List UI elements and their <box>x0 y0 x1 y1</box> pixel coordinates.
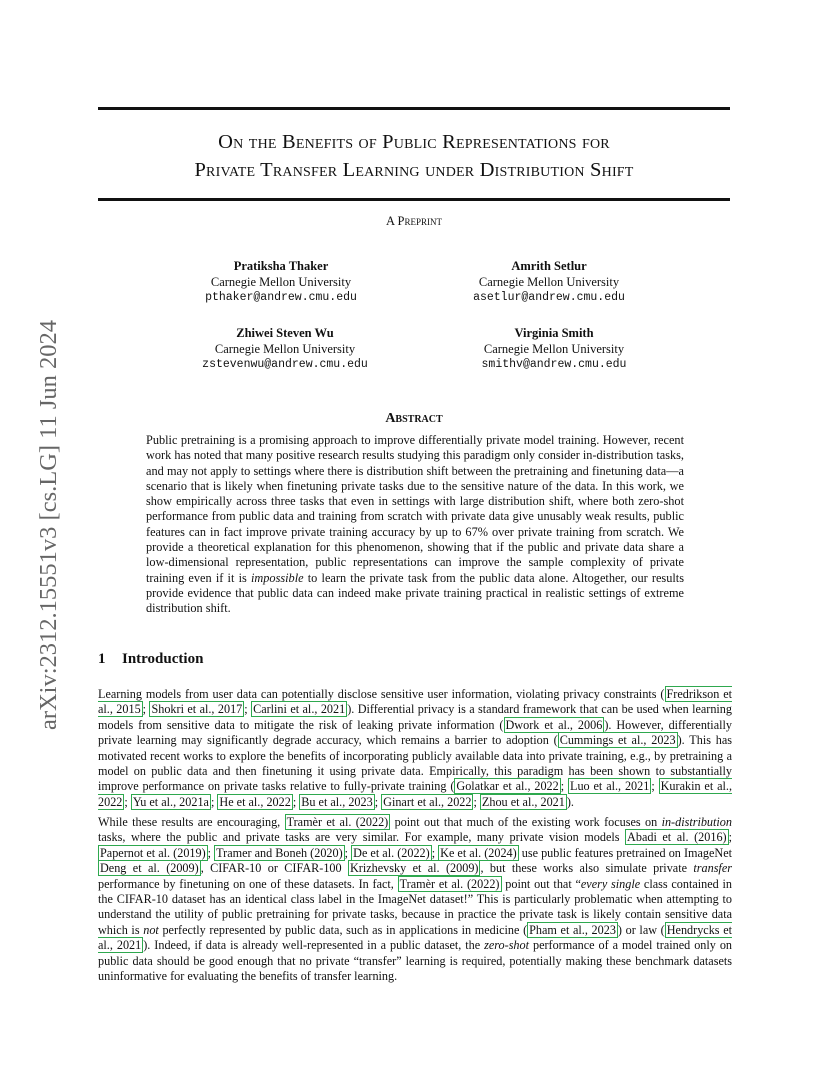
abstract-span: to learn the private task from the public data alone. Altogether, our results provide evidence that public data can indeed make private training practical in realistic settings of extreme distribution shift. <box>146 570 684 616</box>
citation-link[interactable]: Abadi et al. (2016) <box>627 830 727 845</box>
text-span: point out that much of the existing work focuses on <box>390 815 662 829</box>
emphasis: transfer <box>693 861 732 876</box>
author-affiliation: Carnegie Mellon University <box>214 342 356 356</box>
citation-link[interactable]: Shokri et al., 2017 <box>151 702 243 717</box>
emphasis: in-distribution <box>661 815 732 829</box>
citation-link[interactable]: Luo et al., 2021 <box>570 779 650 794</box>
text-span: ; <box>344 845 352 860</box>
author-block <box>419 258 679 306</box>
text-span: ; <box>473 794 480 809</box>
text-span: ; <box>431 845 439 860</box>
text-span: performance of a model trained only on public data should be good enough that no private “transfer” learning is required, potentially making these benchmark datasets uninformative for evaluating the benefits of transfer learning. <box>98 938 733 984</box>
author-email[interactable]: zstevenwu@andrew.cmu.edu <box>202 358 368 371</box>
citation-link[interactable]: Cummings et al., 2023 <box>559 733 676 748</box>
text-span: perfectly represented by public data, such as in applications in medicine ( <box>158 922 528 937</box>
author-email[interactable]: pthaker@andrew.cmu.edu <box>205 291 357 304</box>
text-span: ; <box>651 779 659 794</box>
citation-link[interactable]: Krizhevsky et al. (2009) <box>350 861 479 876</box>
author-name: Pratiksha Thaker <box>233 259 329 273</box>
intro-paragraph-1 <box>98 687 732 810</box>
emphasis: every single <box>580 876 641 891</box>
text-span: ; <box>244 702 252 717</box>
text-span: ; <box>124 794 131 809</box>
text-span: ; <box>207 845 215 860</box>
text-span: ) or law ( <box>617 922 665 937</box>
emphasis: zero-shot <box>484 938 530 953</box>
text-span: ; <box>210 794 218 809</box>
citation-link[interactable]: Pham et al., 2023 <box>529 922 616 937</box>
section-number: 1 <box>98 651 106 667</box>
text-span: class contained in the CIFAR-10 dataset has an identical class label in the ImageNet dataset!” This is particularly problematic when attempting to understand the utility of public pretraining for private tasks, because in practice the private task is likely contain sensitive data which is <box>98 876 733 937</box>
text-span: ). However, differentially private learning may significantly degrade accuracy, which remains a barrier to adoption ( <box>98 717 732 748</box>
title-line-1: On the Benefits of Public Representations for <box>218 131 610 153</box>
author-block <box>151 258 411 306</box>
text-span: ). This has motivated recent works to explore the benefits of incorporating publicly available data into private training, e.g., by pretraining a model on public data and then finetuning it using private data. Empirically, this paradigm has been shown to substantially improve performance on private tasks relative to fully-private training ( <box>98 733 732 794</box>
text-span: performance by finetuning on one of these datasets. In fact, <box>98 876 398 891</box>
author-email[interactable]: asetlur@andrew.cmu.edu <box>473 291 625 304</box>
abstract-emphasis: impossible <box>250 570 304 585</box>
emphasis: not <box>143 922 159 937</box>
section-title: Introduction <box>122 651 204 667</box>
author-block <box>424 325 684 373</box>
text-span: ; <box>728 830 732 845</box>
intro-paragraph-2 <box>98 815 732 984</box>
citation-link[interactable]: Deng et al. (2009) <box>100 861 199 876</box>
citation-link[interactable]: Tramèr et al. (2022) <box>286 815 389 829</box>
citation-link[interactable]: Tramèr et al. (2022) <box>399 876 500 891</box>
title-rule-bottom <box>98 198 730 201</box>
citation-link[interactable]: He et al., 2022 <box>219 794 291 809</box>
abstract-heading: Abstract <box>385 411 443 426</box>
author-email[interactable]: smithv@andrew.cmu.edu <box>481 358 627 371</box>
text-span: , but these works also simulate private <box>480 861 694 876</box>
citation-link[interactable]: Tramer and Boneh (2020) <box>216 845 343 860</box>
text-span: use public features pretrained on ImageNet <box>518 845 733 860</box>
author-affiliation: Carnegie Mellon University <box>478 275 620 289</box>
citation-link[interactable]: Ginart et al., 2022 <box>383 794 472 809</box>
author-affiliation: Carnegie Mellon University <box>483 342 625 356</box>
text-span: While these results are encouraging, <box>98 815 285 829</box>
text-span: tasks, where the public and private tasks are very similar. For example, many private vision models <box>98 830 626 845</box>
citation-link[interactable]: Fredrikson et al., 2015 <box>98 687 732 717</box>
text-span: ; <box>560 779 569 794</box>
citation-link[interactable]: Golatkar et al., 2022 <box>456 779 559 794</box>
citation-link[interactable]: De et al. (2022) <box>353 845 430 860</box>
author-name: Amrith Setlur <box>511 259 587 273</box>
author-name: Zhiwei Steven Wu <box>236 326 334 340</box>
citation-link[interactable]: Hendrycks et al., 2021 <box>98 922 732 953</box>
citation-link[interactable]: Zhou et al., 2021 <box>481 794 565 809</box>
text-span: ; <box>292 794 300 809</box>
text-span: ). Differential privacy is a standard framework that can be used when learning models from sensitive data to mitigate the risk of leaking private information ( <box>98 702 732 732</box>
citation-link[interactable]: Papernot et al. (2019) <box>100 845 206 860</box>
text-span: Learning models from user data can potentially disclose sensitive user information, violating privacy constraints ( <box>98 687 665 701</box>
text-span: ). Indeed, if data is already well-represented in a public dataset, the <box>143 938 485 953</box>
author-affiliation: Carnegie Mellon University <box>210 275 352 289</box>
title-rule-top <box>98 107 730 110</box>
citation-link[interactable]: Bu et al., 2023 <box>301 794 373 809</box>
citation-link[interactable]: Yu et al., 2021a <box>132 794 209 809</box>
citation-link[interactable]: Carlini et al., 2021 <box>253 702 346 717</box>
text-span: ; <box>374 794 382 809</box>
author-name: Virginia Smith <box>514 326 594 340</box>
text-span: ; <box>142 702 150 717</box>
preprint-label: A Preprint <box>386 214 442 228</box>
paper-title <box>98 128 730 184</box>
text-span: , CIFAR-10 or CIFAR-100 <box>200 861 348 876</box>
title-line-2: Private Transfer Learning under Distribution Shift <box>194 159 634 181</box>
text-span: point out that “ <box>501 876 581 891</box>
section-heading <box>98 651 203 668</box>
arxiv-stamp-text: arXiv:2312.15551v3 [cs.LG] 11 Jun 2024 <box>35 319 62 731</box>
citation-link[interactable]: Kurakin et al., 2022 <box>98 779 732 809</box>
citation-link[interactable]: Dwork et al., 2006 <box>505 717 603 732</box>
abstract-span: Public pretraining is a promising approach to improve differentially private model training. However, recent work has noted that many positive research results studying this paradigm only consider in-distribution tasks, and may not apply to settings where there is distribution shift between the pretraining and finetuning data—a scenario that is likely when finetuning private tasks due to the sensitive nature of the data. In this work, we show empirically across three tasks that even in settings with large distribution shift, where both zero-shot performance from public data and training from scratch with private data give unusably weak results, public features can in fact improve private training accuracy by up to 67% over private training from scratch. We provide a theoretical explanation for this phenomenon, showing that if the public and private data share a low-dimensional representation, public representations can improve the sample complexity of private training even if it is <box>146 433 684 585</box>
citation-link[interactable]: Ke et al. (2024) <box>440 845 517 860</box>
abstract-text <box>146 433 684 617</box>
author-block <box>155 325 415 373</box>
text-span: ). <box>566 794 574 809</box>
